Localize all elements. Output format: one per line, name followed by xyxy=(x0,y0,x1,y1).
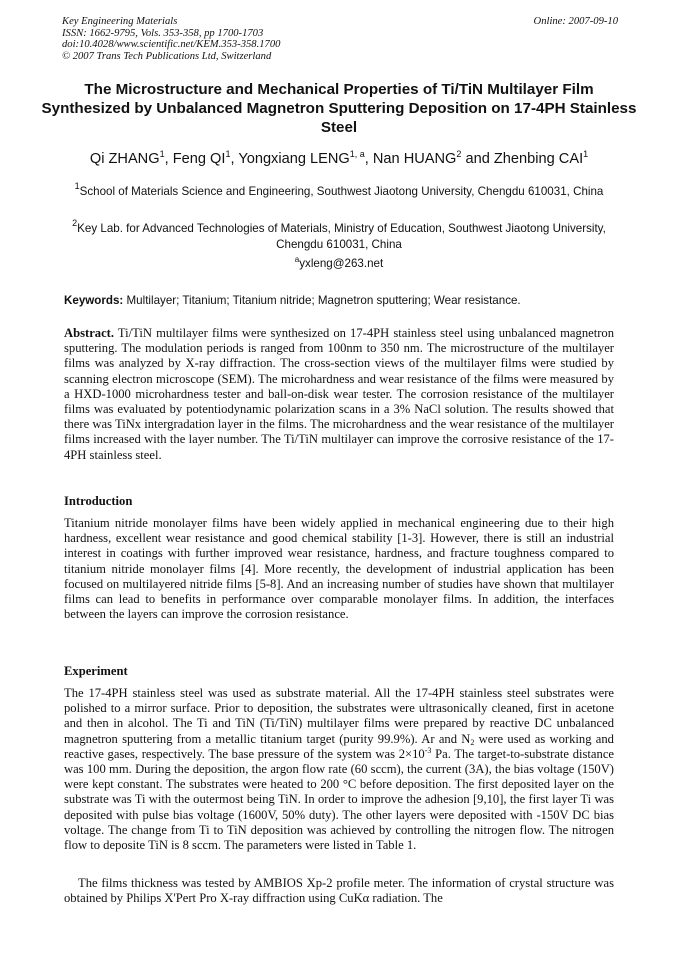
author-name: Zhenbing CAI xyxy=(493,151,584,167)
experiment-text: Pa. The target-to-substrate distance was 100 mm. During the deposition, the argon flow rate (60 sccm), the current (3A), the bias voltage (150V) were kept constant. The substrates were heated to 200 °C before deposition. The first deposited layer on the substrate was Ti with the outermost being TiN. In order to improve the adhesion [9,10], the first layer Ti was deposited with pulse bias voltage (1600V, 50% duty). The other layers were deposited with -150V DC bias voltage. The change from Ti to TiN deposition was achieved by controlling the nitrogen flow. The nitrogen flow to deposite TiN is 8 sccm. The parameters were listed in Table 1. xyxy=(64,746,614,853)
issn-line: ISSN: 1662-9795, Vols. 353-358, pp 1700-1703 xyxy=(62,27,264,39)
keywords-text: Multilayer; Titanium; Titanium nitride; Magnetron sputtering; Wear resistance. xyxy=(126,294,521,307)
author-separator: , xyxy=(364,151,373,167)
email-text: yxleng@263.net xyxy=(299,257,384,270)
experiment-paragraph-1 xyxy=(64,686,614,853)
copyright-line: © 2007 Trans Tech Publications Ltd, Switzerland xyxy=(62,50,272,62)
paper-title: The Microstructure and Mechanical Properties of Ti/TiN Multilayer Film Synthesized by Unbalanced Magnetron Sputtering Deposition on 17-4PH Stainless Steel xyxy=(41,81,637,136)
author-name: Nan HUANG xyxy=(372,151,457,167)
author-separator: , xyxy=(230,151,239,167)
affiliation-2 xyxy=(50,218,628,252)
online-date: Online: 2007-09-10 xyxy=(533,16,618,27)
keywords-label: Keywords: xyxy=(64,294,124,307)
affiliation-1 xyxy=(50,181,628,200)
affiliation-text: School of Materials Science and Engineering, Southwest Jiaotong University, Chengdu 610031, China xyxy=(79,185,604,198)
journal-name: Key Engineering Materials xyxy=(62,16,178,27)
superscript: -3 xyxy=(424,745,432,755)
experiment-heading: Experiment xyxy=(64,664,128,678)
experiment-paragraph-2: The films thickness was tested by AMBIOS Xp-2 profile meter. The information of crystal structure was obtained by Philips X'Pert Pro X-ray diffraction using CuKα radiation. The xyxy=(64,876,614,906)
affiliation-mark: 2 xyxy=(72,218,78,228)
author-separator: , xyxy=(164,151,173,167)
author-affiliation-mark: 2 xyxy=(456,149,462,159)
subscript: 2 xyxy=(470,737,475,747)
author-name: Qi ZHANG xyxy=(89,151,160,167)
doi-line: doi:10.4028/www.scientific.net/KEM.353-358.1700 xyxy=(62,39,281,51)
email-mark: a xyxy=(294,255,300,264)
abstract-label: Abstract. xyxy=(64,326,115,340)
corresponding-email xyxy=(50,256,628,271)
introduction-paragraph: Titanium nitride monolayer films have been widely applied in mechanical engineering due to their high hardness, excellent wear resistance and good chemical stability [1-3]. However, there is still an industrial interest in coatings with further improved wear resistance, hardness, and fracture toughness compared to titanium nitride monolayer films [4]. More recently, the development of industrial application has been focused on multilayered nitride films [5-8]. And an increasing number of studies have shown that multilayer films can lead to benefits in performance over comparable monolayer films. In addition, the interfaces between the layers can improve the corrosion resistance. xyxy=(64,516,614,622)
author-separator: and xyxy=(461,151,494,167)
affiliation-text: Key Lab. for Advanced Technologies of Materials, Ministry of Education, Southwest Jiaotong University, Chengdu 610031, China xyxy=(77,222,606,251)
abstract-paragraph xyxy=(64,326,614,463)
experiment-text: The 17-4PH stainless steel was used as substrate material. All the 17-4PH stainless steel substrates were polished to a mirror surface. Prior to deposition, the substrates were ultrasonically cleaned, first in acetone and then in alcohol. The Ti and TiN (Ti/TiN) multilayer films were prepared by reactive DC unbalanced magnetron sputtering from a metallic titanium target (purity 99.9%). Ar and N xyxy=(64,686,614,746)
keywords-line xyxy=(64,293,616,308)
introduction-heading: Introduction xyxy=(64,494,133,508)
affiliation-mark: 1 xyxy=(74,181,80,191)
author-affiliation-mark: 1, a xyxy=(349,149,365,159)
abstract-text: Ti/TiN multilayer films were synthesized on 17-4PH stainless steel using unbalanced magnetron sputtering. The modulation periods is ranged from 100nm to 350 nm. The microstructure of the multilayer films was analyzed by X-ray diffraction. The cross-section views of the multilayer films were studied by scanning electron microscope (SEM). The microhardness and wear resistance of the films were measured by a HXD-1000 microhardness tester and ball-on-disk wear tester. The corrosion resistance of the multilayer films was evaluated by potentiodynamic polarization scans in a 3% NaCl solution. The results showed that there was TiNx intergradation layer in the films. The microhardness and the wear resistance of the multilayer films increased with the layer number. The Ti/TiN multilayer can improve the corrosive resistance of the 17-4PH stainless steel. xyxy=(64,326,614,462)
author-affiliation-mark: 1 xyxy=(225,149,231,159)
author-list xyxy=(30,149,648,169)
author-name: Feng QI xyxy=(172,151,226,167)
author-affiliation-mark: 1 xyxy=(159,149,165,159)
journal-header xyxy=(62,16,618,62)
author-name: Yongxiang LENG xyxy=(238,151,350,167)
author-affiliation-mark: 1 xyxy=(583,149,589,159)
experiment-text: were used as working and reactive gases, respectively. The base pressure of the system was 2×10 xyxy=(64,731,614,761)
